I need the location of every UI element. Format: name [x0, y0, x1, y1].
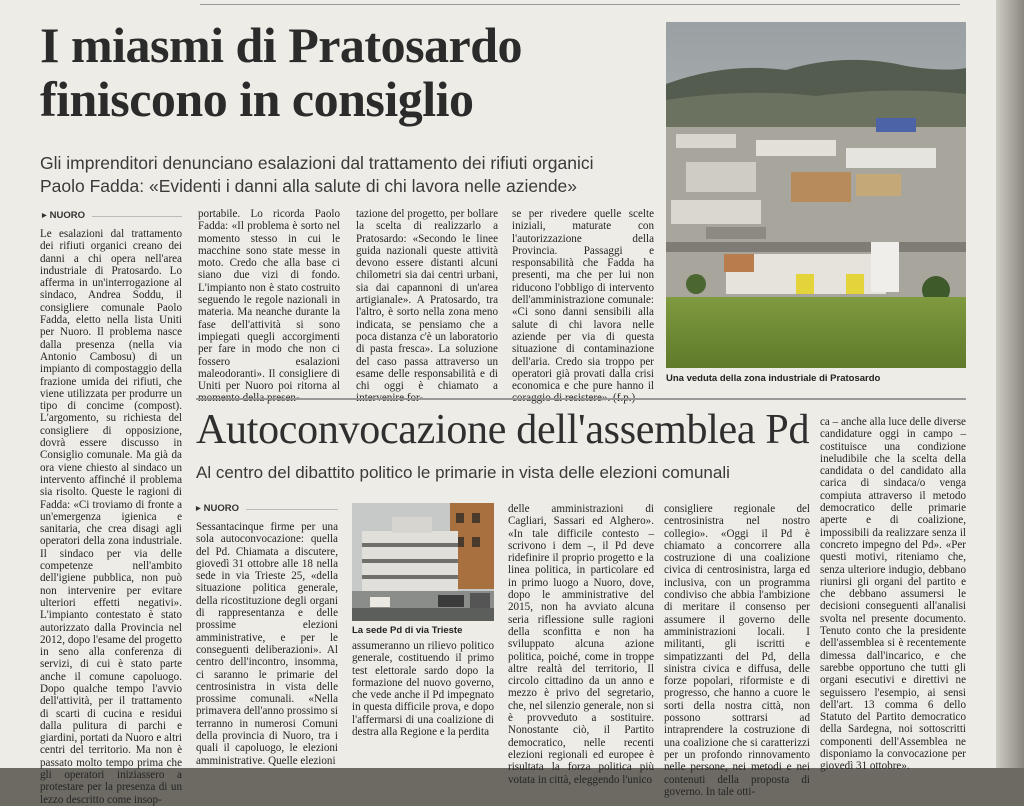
- subtitle-line-2: Paolo Fadda: «Evidenti i danni alla salute di chi lavora nelle aziende»: [40, 176, 578, 196]
- photo-pratosardo-industrial-zone: [666, 22, 966, 368]
- photo-sede-pd: [352, 503, 494, 621]
- article1-column-4: se per rivedere quelle scelte iniziali, maturate con l'autorizzazione della Provincia. Passaggi e responsabilità che Fadda ha presenti, ma che per lui non riducono l'obbligo di intervento dell'amministrazione comunale: «Ci sono danni sensibili alla salute di chi lavora nelle aziende per via di questa situazione di contaminazione dell'aria. Credo sia troppo per operatori già provati dalla crisi economica e che pure hanno il: [512, 208, 654, 393]
- section-divider: [196, 398, 966, 400]
- article1-column-1: Le esalazioni dal trattamento dei rifiuti organici creano dei danni a chi opera nell'area industriale di Pratosardo. Lo afferma in un'interrogazione al sindaco, Andrea Soddu, il consigliere comunale Paolo Fadda, eletto nella lista Uniti per Nuoro. Il problema nasce dalla presenza (nella via Antonio Cambosu) di un impianto di compostaggio della frazione umida dei rifiuti, che viene utilizzata per produrre un tipo di concime (compost). L'argomento, su richiesta del consigliere di opposizione, dovrà essere discusso in Consiglio comunale. Ma già da ora viene chiesto al sindaco un intervento affinché il problema sia risolto. Queste le ragioni di Fadda: «Ci troviamo di fronte a un'emergenza igienica e sanitaria, che crea disagi agli operatori della zona industriale. Il sindaco per via delle competenze nell'ambito dell'igiene pubblica, non può non intervenire per evitare ulteriori effetti negativi». L'impianto contestato è stato autorizzato dalla Provincia nel 2012, dopo l'esame del progetto in seno alla conferenza di servizi, di cui è stato parte anche il comune capoluogo. Dopo qualche tempo l'avvio dell'attività, per il trattamento di scarti di cucina e residui dalla pulitura di parchi e giardini, portati da Nuoro e altri centri del territorio. Ma non è passato molto tempo prima che gli operatori iniziassero a protestare per la presenza di un lezzo descritto come insop-: [40, 228, 182, 806]
- photo-caption-sede-pd: La sede Pd di via Trieste: [352, 625, 463, 636]
- article1-column-2: portabile. Lo ricorda Paolo Fadda: «Il problema è sorto nel momento stesso in cui le macchine sono state messe in moto. Credo che alla base ci siano due vizi di fondo. L'impianto non è stato costruito seguendo le regole nazionali in materia. Ma neanche durante la fase dell'attività si sono impiegati quegli accorgimenti per fare in modo che non ci fossero esalazioni maleodoranti». Il consigliere di Uniti per Nuoro poi ritorna al: [198, 208, 340, 393]
- dateline-rule-2: [246, 509, 338, 510]
- subtitle-pratosardo: [40, 152, 660, 198]
- article2-column-3: delle amministrazioni di Cagliari, Sassari ed Alghero». «In tale difficile contesto – scrivono i dem –, il Pd deve ridefinire il proprio progetto e la linea politica, in particolare ed in primo luogo a Nuoro, dove, dopo le amministrative del 2015, non ha avviato alcuna seria riflessione sulle ragioni della sconfitta e non ha sviluppato alcuna azione politica, poiché, come in troppe altre realtà del territorio, Il circolo cittadino da un anno e mezzo è privo del segretario, che, nel silenzio generale, non si è provveduto a sostituire. Nonostante ciò, il Partito democratico, nelle recenti elezioni regionali ed europee è risultata la forza politica più votata in città, eleggendo l'unico: [508, 503, 654, 786]
- subtitle-assemblea-pd: Al centro del dibattito politico le primarie in vista delle elezioni comunali: [196, 463, 730, 482]
- article2-column-4: consigliere regionale del centrosinistra nel nostro collegio». «Oggi il Pd è chiamato a concorrere alla costruzione di una coalizione civica di centrosinistra, larga ed inclusiva, con un programma condiviso che abbia l'ambizione di meritare il consenso per assumere il governo delle amministrazioni locali. I militanti, gli iscritti e simpatizzanti del Pd, della sinistra civica e diffusa, delle forze popolari, riformiste e di progresso, che hanno a cuore le sorti della nostra città, non possono sottrarsi ad intraprendere la costruzione di una coalizione che si caratterizzi per un profondo rinnovamento nelle persone, nei metodi e nei contenuti della proposta di governo. In tale otti-: [664, 503, 810, 798]
- article2-column-2: assumeranno un rilievo politico generale, costituendo il primo test elettorale sardo dopo la formazione del nuovo governo, che vede anche il Pd impegnato in questa difficile prova, e dopo l'affermarsi di una coalizione di destra alla Regione e la perdita: [352, 640, 494, 739]
- article2-column-1: Sessantacinque firme per una sola autoconvocazione: quella del Pd. Chiamata a discutere, giovedì 31 ottobre alle 18 nella sede in via Trieste 25, «della situazione politica generale, della ricostituzione degli organi di rappresentanza e delle prossime elezioni amministrative, e per le conseguenti deliberazioni». Al centro dell'incontro, insomma, ci saranno le primarie del centrosinistra in vista delle prossime comunali. «Nella primavera dell'anno prossimo si terranno in numerosi Comuni della provincia di Nuoro, tra i quali il capoluogo, le elezioni amministrative. Quelle elezioni: [196, 521, 338, 767]
- dateline-rule: [92, 216, 182, 217]
- top-rule: [200, 4, 960, 5]
- photo-caption-pratosardo: Una veduta della zona industriale di Pratosardo: [666, 373, 881, 384]
- dateline-location: ▶ NUORO: [42, 210, 85, 221]
- subtitle-line-1: Gli imprenditori denunciano esalazioni dal trattamento dei rifiuti organici: [40, 153, 594, 173]
- page-edge-shadow: [996, 0, 1024, 768]
- headline-assemblea-pd: Autoconvocazione dell'assemblea Pd: [196, 407, 810, 453]
- article1-column-3: tazione del progetto, per bollare la scelta di realizzarlo a Pratosardo: «Secondo le linee guida nazionali queste attività devono essere distanti alcuni chilometri sia dai centri urbani, sia dai capannoni di un'area artigianale». A Pratosardo, tra l'altro, è sorto nella zona meno indicata, se pensiamo che a poca distanza c'è un laboratorio di pasta fresca». La soluzione del caso passa attraverso un esame delle responsabilità e di chi oggi è chiamato a: [356, 208, 498, 393]
- headline-pratosardo: I miasmi di Pratosardo finiscono in consiglio: [40, 17, 523, 127]
- dateline-location-2: ▶ NUORO: [196, 503, 239, 514]
- article2-column-5: ca – anche alla luce delle diverse candidature oggi in campo – costituisce una condizione ineludibile che la scelta della candidata o del candidato alla carica di sindaca/o venga compiuta attraverso il metodo democratico delle primarie aperte e di coalizione, impossibili da realizzare senza il concreto impegno del Pd». «Per questi motivi, riteniamo che, senza ulteriore indugio, debbano riunirsi gli organi del partito e che debbano assumersi le decisioni conseguenti all'analisi svolta nel presente documento. Tenuto conto che la presidente dell'assemblea si è recentemente dimessa dall'incarico, e che sarebbe opportuno che tutti gli organi esecutivi e direttivi ne seguissero l'esempio, ai sensi dell'art. 13 comma 6 dello Statuto del Partito democratico della Sardegna, noi sottoscritti componenti dell'Assemblea ne disponiamo la convocazione per giovedì 31 ottobre».: [820, 416, 966, 773]
